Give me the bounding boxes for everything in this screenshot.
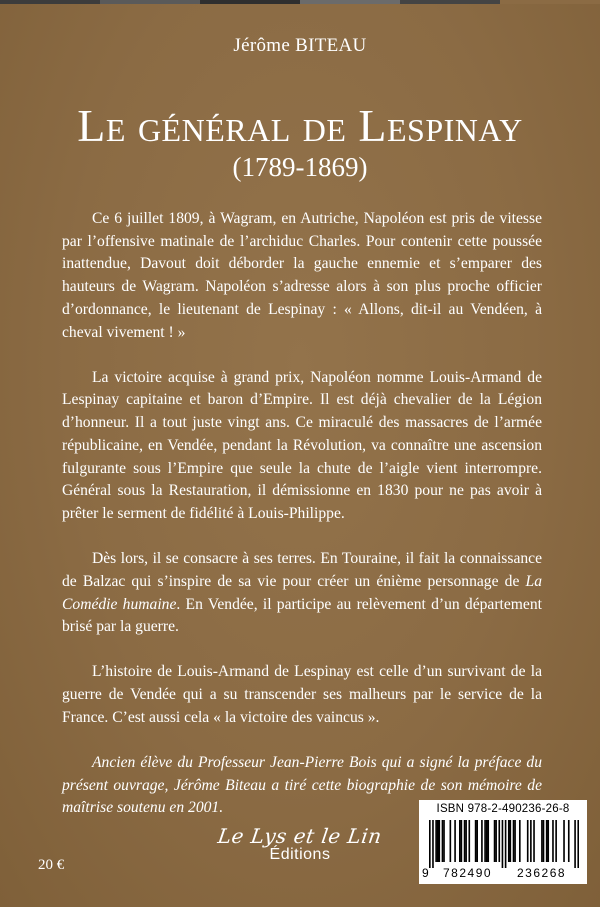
- barcode-bar: [432, 820, 434, 868]
- barcode-bar: [481, 820, 483, 862]
- barcode-bar: [443, 820, 445, 862]
- barcode-bar: [514, 820, 516, 862]
- barcode-digits-right: 236268: [517, 866, 567, 880]
- barcode-bar: [487, 820, 489, 862]
- top-strip-segment: [0, 0, 100, 4]
- top-strip-segment: [500, 0, 600, 4]
- barcode-bar: [563, 820, 565, 862]
- barcode-bar: [464, 820, 466, 862]
- barcode-bar: [486, 820, 488, 862]
- publisher-logo-script: Le Lys et le Lin: [216, 824, 384, 848]
- author-bio-paragraph: Ancien élève du Professeur Jean-Pierre Bois qui a signé la préface du présent ouvrage, Jérôme Biteau a tiré cette biographie de son mémoire de maîtrise soutenu en 2001.: [62, 754, 542, 817]
- blurb-paragraph-1: Ce 6 juillet 1809, à Wagram, en Autriche, Napoléon est pris de vitesse par l’offensive matinale de l’archiduc Charles. Pour contenir cette poussée inattendue, Davout doit déborder la gauche ennemie et s’emparer des hauteurs de Wagram. Napoléon s’adresse alors à son plus proche officier d’ordonnance, le lieutenant de Lespinay : « Allons, dit-il au Vendéen, à cheval vivement ! »: [62, 210, 542, 341]
- barcode-bar: [435, 820, 437, 862]
- barcode-bar: [461, 820, 463, 862]
- barcode-bars: [429, 820, 579, 868]
- barcode-bar: [577, 820, 579, 868]
- top-strip-segment: [200, 0, 300, 4]
- barcode-bar: [574, 820, 576, 868]
- publisher-logo: [210, 822, 390, 882]
- blurb-paragraph-3: [62, 548, 542, 639]
- top-color-strip: [0, 0, 600, 4]
- work-title-italic: La Comédie humaine: [62, 572, 542, 613]
- barcode-bar: [541, 820, 543, 862]
- barcode-digit-first: 9: [422, 866, 429, 880]
- barcode-bar: [533, 820, 535, 862]
- barcode-bar: [505, 820, 507, 868]
- barcode-bar: [484, 820, 486, 862]
- barcode-bar: [468, 820, 470, 862]
- barcode-bar: [494, 820, 496, 862]
- barcode-bar: [546, 820, 548, 862]
- barcode-bar: [527, 820, 529, 862]
- barcode-bar: [475, 820, 477, 862]
- price-label: 20 €: [38, 857, 65, 873]
- barcode-bar: [450, 820, 452, 862]
- barcode-bar: [442, 820, 444, 862]
- isbn-number: ISBN 978-2-490236-26-8: [436, 803, 570, 815]
- barcode-bar: [438, 820, 440, 862]
- barcode-bar: [552, 820, 554, 862]
- top-strip-segment: [400, 0, 500, 4]
- barcode-digits-left: 782490: [443, 866, 493, 880]
- barcode-bar: [555, 820, 557, 862]
- blurb-paragraph-4: L’histoire de Louis-Armand de Lespinay est celle d’un survivant de la guerre de Vendée qui a su transcender ses malheurs par le service de la France. C’est aussi cela « la victoire des vaincus ».: [62, 663, 542, 726]
- barcode-bar: [465, 820, 467, 862]
- barcode-bar: [519, 820, 521, 862]
- blurb-paragraph-2: La victoire acquise à grand prix, Napoléon nomme Louis-Armand de Lespinay capitaine et baron d’Empire. Il est déjà chevalier de la Légion d’honneur. Il a tout juste vingt ans. Ce miraculé des massacres de l’armée républicaine, en Vendée, pendant la Révolution, va connaître une ascension fulgurante sous l’Empire que seule la chute de l’aigle vient interrompre. Général sous la Restauration, il démissionne en 1830 pour ne pas avoir à prêter le serment de fidélité à Louis-Philippe.: [62, 368, 542, 522]
- barcode-bar: [429, 820, 431, 868]
- barcode-bar: [502, 820, 504, 868]
- barcode-bar: [495, 820, 497, 862]
- book-title: Le général de Lespinay: [77, 100, 523, 151]
- blurb-paragraph-3-end: . En Vendée, il participe au relèvement d’un département brisé par la guerre.: [62, 595, 542, 636]
- barcode-bar: [437, 820, 439, 862]
- blurb-paragraph-3-start: Dès lors, il se consacre à ses terres. En Touraine, il fait la connaissance de Balzac qui s’inspire de sa vie pour créer un énième personnage de: [62, 550, 542, 590]
- barcode-bar: [530, 820, 532, 862]
- barcode-bar: [508, 820, 510, 862]
- barcode-bar: [459, 820, 461, 862]
- barcode-bar: [498, 820, 500, 862]
- top-strip-segment: [100, 0, 200, 4]
- barcode-bar: [543, 820, 545, 862]
- publisher-logo-sub: Éditions: [269, 846, 331, 863]
- barcode-bar: [510, 820, 512, 862]
- barcode-bar: [568, 820, 570, 862]
- barcode-bar: [476, 820, 478, 862]
- barcode-box: [419, 800, 587, 884]
- blurb-text: [62, 208, 542, 843]
- top-strip-segment: [300, 0, 400, 4]
- barcode-bar: [513, 820, 515, 862]
- book-dates: (1789-1869): [232, 152, 368, 182]
- barcode-bar: [547, 820, 549, 862]
- barcode-bar: [454, 820, 456, 862]
- author-name: Jérôme BITEAU: [233, 35, 367, 56]
